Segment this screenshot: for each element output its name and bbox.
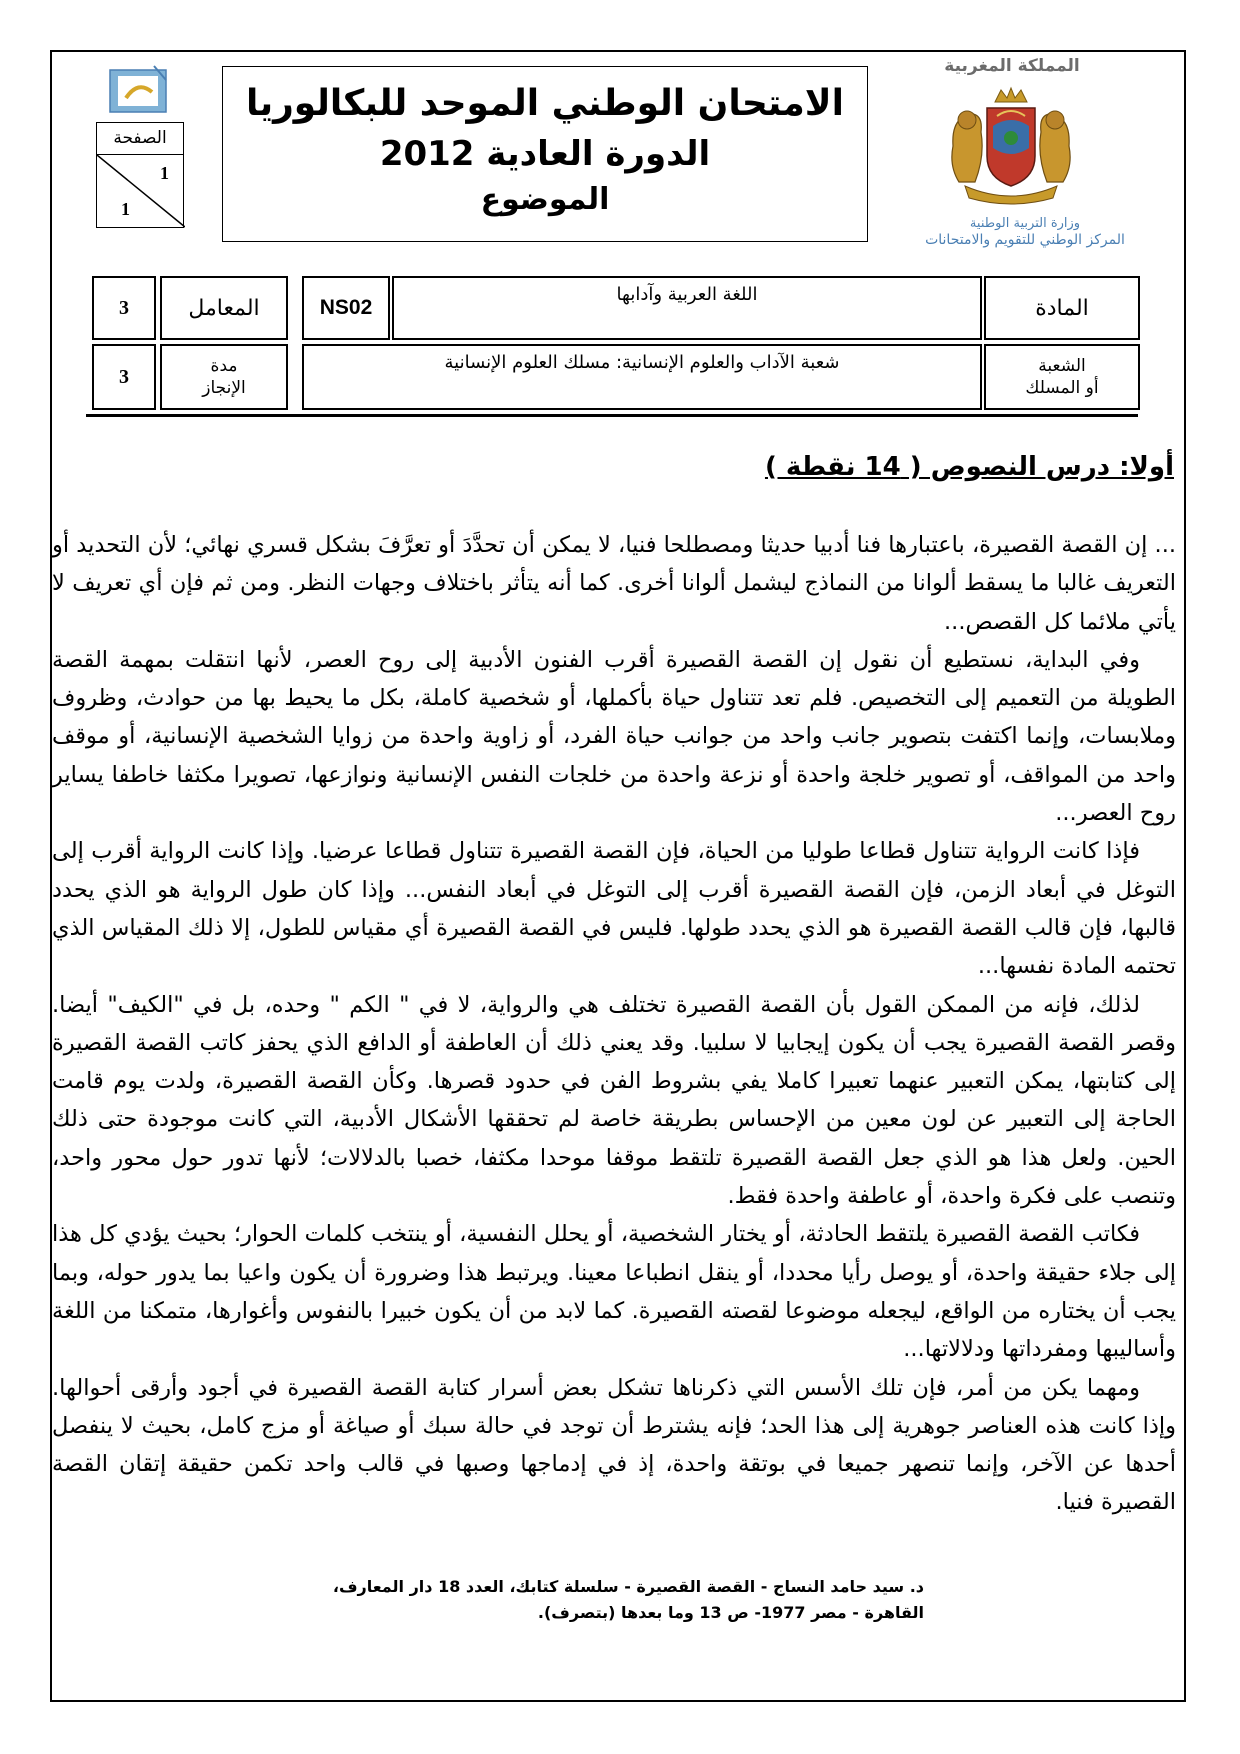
paragraph: ومهما يكن من أمر، فإن تلك الأسس التي ذكرناها تشكل بعض أسرار كتابة القصة القصيرة في أجود وأرقى أحوالها. وإذا كانت هذه العناصر جوهرية إلى هذا الحد؛ فإنه يشترط أن توجد في حالة سبك أو صياغة أو مزج كامل، بحيث لا ينفصل أحدها عن الآخر، وإنما تنصهر جميعا في بوتقة واحدة، إذ في إدماجها وصبها في قالب واحد تكمن حقيقة إتقان القصة القصيرة فنيا. — [52, 1374, 1176, 1516]
duration-label-2: الإنجاز — [202, 378, 246, 398]
paragraph: لذلك، فإنه من الممكن القول بأن القصة القصيرة تختلف هي والرواية، لا في " الكم " وحده، بل في "الكيف" أيضا. وقصر القصة القصيرة يجب أن يكون إيجابيا لا سلبيا. وقد يعني ذلك أن العاطفة أو الدافع الذي يحفز كاتب القصة القصيرة إلى كتابتها، يمكن التعبير عنهما تعبيرا كاملا يفي بشروط الفن في حدود قصرها. وكأن القصة القصيرة، ولدت يوم قامت الحاجة إلى التعبير عن لون معين من الإحساس بطريقة خاصة لم تحققها الأشكال الأدبية، التي كانت موجودة حتى ذلك الحين. ولعل هذا هو الذي جعل القصة القصيرة تلتقط موقفا موحدا مكثفا، خصبا بالدلالات؛ لأنها تدور حول محور واحد، وتنصب على فكرة واحدة، أو عاطفة واحدة فقط. — [52, 991, 1176, 1210]
exam-subject-label: الموضوع — [480, 182, 610, 217]
source-line-2: القاهرة - مصر 1977- ص 13 وما بعدها (بتصرف). — [537, 1603, 924, 1622]
header-divider — [86, 414, 1138, 417]
track-cell — [302, 344, 982, 410]
ministry-block — [900, 216, 1150, 248]
paragraph: ... إن القصة القصيرة، باعتبارها فنا أدبيا حديثا ومصطلحا فنيا، لا يمكن أن تحدَّدَ أو تعرَّفَ بشكل قسري نهائي؛ لأن التحديد أو التعريف غالبا ما يسقط ألوانا من النماذج ليشمل ألوانا أخرى. كما أنه يتأثر باختلاف وجهات النظر. ومن ثم فإن أي تعريف لا يأتي ملائما كل القصص... — [52, 532, 1176, 635]
track-label-1: الشعبة — [1038, 356, 1086, 376]
coef-cell — [92, 276, 156, 340]
section-title: أولا: درس النصوص ( 14 نقطة ) — [764, 452, 1174, 482]
duration-value: 3 — [119, 365, 129, 388]
exam-code: NS02 — [319, 296, 373, 319]
subject-cell — [392, 276, 982, 340]
track-label-2: أو المسلك — [1025, 378, 1099, 398]
page-number-box — [96, 122, 184, 228]
track-label-cell — [984, 344, 1140, 410]
coef-label: المعامل — [188, 295, 260, 321]
source-citation — [44, 1574, 924, 1626]
track-name: شعبة الآداب والعلوم الإنسانية: مسلك العلوم الإنسانية — [444, 352, 840, 373]
exam-title: الامتحان الوطني الموحد للبكالوريا — [246, 83, 844, 124]
page-total: 1 — [121, 199, 130, 219]
page-diagonal — [97, 155, 185, 229]
code-cell — [302, 276, 390, 340]
subject-label: المادة — [1035, 295, 1089, 321]
paragraph: وفي البداية، نستطيع أن نقول إن القصة القصيرة أقرب الفنون الأدبية إلى روح العصر، لأنها انتقلت بمهمة القصة الطويلة من التعميم إلى التخصيص. فلم تعد تتناول حياة بأكملها، أو شخصية كاملة، بكل ما يحيط بها من حوادث، وظروف وملابسات، وإنما اكتفت بتصوير جانب واحد من جوانب حياة الفرد، أو زاوية واحدة من زوايا الشخصية الإنسانية، أو موقف واحد من المواقف، أو تصوير خلجة واحدة أو نزعة واحدة من خلجات النفس الإنسانية ونوازعها، تصويرا مكثفا خاطفا يساير روح العصر... — [52, 646, 1176, 827]
page-number: 1 — [160, 163, 169, 183]
exam-title-box — [222, 66, 868, 242]
page-label: الصفحة — [97, 123, 183, 155]
subject-label-cell — [984, 276, 1140, 340]
duration-cell — [92, 344, 156, 410]
center-name: المركز الوطني للتقويم والامتحانات — [925, 232, 1125, 248]
source-line-1: د. سيد حامد النساج - القصة القصيرة - سلسلة كتابك، العدد 18 دار المعارف، — [332, 1577, 924, 1596]
paragraph: فإذا كانت الرواية تتناول قطاعا طوليا من الحياة، فإن القصة القصيرة تتناول قطاعا عرضيا. وإذا كانت الرواية أقرب إلى التوغل في أبعاد الزمن، فإن القصة القصيرة أقرب إلى التوغل في أبعاد النفس... وإذا كان طول الرواية هو الذي يحدد قالبها، فإن قالب القصة القصيرة هو الذي يحدد طولها. فليس في القصة القصيرة أي مقياس للطول، إلا ذلك المقياس الذي تحتمه المادة نفسها... — [52, 838, 1176, 980]
center-logo-icon — [108, 62, 172, 116]
coat-of-arms-icon — [945, 86, 1077, 210]
exam-session: الدورة العادية 2012 — [379, 134, 711, 174]
text-body — [52, 526, 1176, 1522]
duration-label-1: مدة — [210, 356, 238, 376]
kingdom-name: المملكة المغربية — [944, 56, 1080, 76]
coef-value: 3 — [119, 296, 129, 319]
coef-label-cell — [160, 276, 288, 340]
ministry-name: وزارة التربية الوطنية — [969, 216, 1081, 231]
duration-label-cell — [160, 344, 288, 410]
subject-name: اللغة العربية وآدابها — [616, 284, 758, 305]
paragraph: فكاتب القصة القصيرة يلتقط الحادثة، أو يختار الشخصية، أو يحلل النفسية، أو ينتخب كلمات الحوار؛ بحيث يؤدي كل هذا إلى جلاء حقيقة واحدة، أو يوصل رأيا محددا، أو ينقل انطباعا معينا. ويرتبط هذا وضرورة أن يكون واعيا بما يدور حوله، وبما يجب أن يختاره من الواقع، ليجعله موضوعا لقصته القصيرة. كما لابد من أن يكون خبيرا بالنفوس وأغوارها، متمكنا من اللغة وأساليبها ومفرداتها ودلالاتها... — [52, 1221, 1176, 1363]
